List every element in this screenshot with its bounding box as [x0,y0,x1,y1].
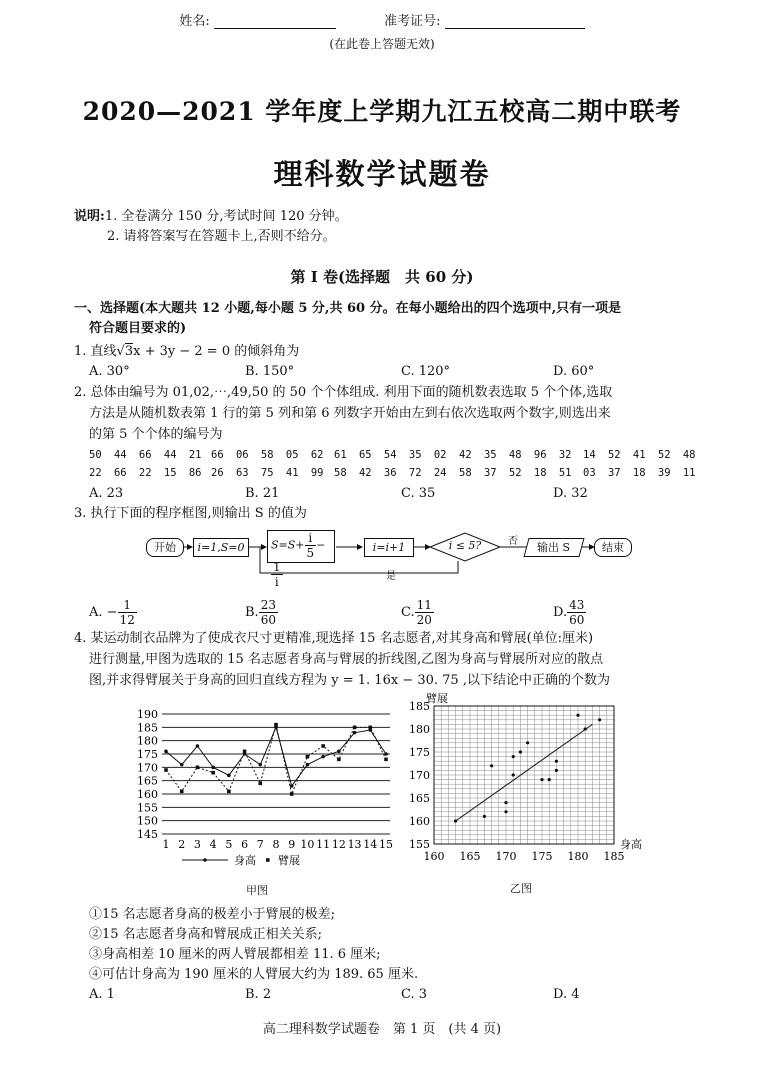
scatter-point [512,773,515,776]
x-tick-label: 13 [347,838,362,851]
armspan-point [306,755,310,759]
rnd-r2-g5: 03 37 18 39 11 [583,467,696,479]
paper-title: 理科数学试题卷 [273,157,491,191]
y-tick-label: 185 [409,700,430,713]
armspan-point [274,723,278,727]
legend-armspan-label: 臂展 [278,854,300,867]
scatter-point [512,755,515,758]
q3-a-den: 12 [119,613,135,627]
rnd-r1-g1: 50 44 66 44 21 [89,449,202,461]
flow-condition: i ≤ 5? [448,539,482,552]
flow-frac-1-num: i [305,531,317,546]
q3-d-label: D. [553,605,568,620]
scatter-point [526,741,529,744]
x-tick-label: 170 [495,850,517,863]
y-tick-label: 185 [137,721,158,735]
armspan-point [196,766,200,770]
chart-jia-title: 甲图 [246,884,268,897]
instructions-label: 说明: [74,209,105,224]
q3-b-frac [259,598,278,627]
q4-option-d[interactable]: D. 4 [553,987,580,1002]
y-tick-label: 170 [409,769,430,782]
rnd-r2-g2: 26 63 75 41 99 [211,467,324,479]
q2-option-d[interactable]: D. 32 [553,486,588,501]
id-blank [445,14,585,29]
q4-statement-3: ③身高相差 10 厘米的两人臂展都相差 11. 6 厘米; [89,947,381,962]
y-tick-label: 165 [137,774,158,788]
rnd-r2-g4: 58 37 52 18 51 [459,467,572,479]
q3-a-frac [118,598,137,627]
flow-frac-1-den: 5 [306,546,315,560]
armspan-point [384,758,388,762]
y-tick-label: 180 [137,734,158,748]
q3-d-den: 60 [569,613,585,627]
height-point [258,763,262,767]
q1-option-a[interactable]: A. 30° [89,364,130,379]
q1-sqrt-value: 3 [124,344,134,359]
x-tick-label: 7 [256,838,264,851]
rnd-r2-g3: 58 42 36 72 24 [334,467,447,479]
q3-option-a[interactable] [89,598,137,627]
height-point [180,763,184,767]
q3-d-num: 43 [569,598,585,612]
y-tick-label: 175 [137,748,158,761]
rnd-r1-g3: 61 65 54 35 02 [334,449,447,461]
flow-increment: i=i+1 [364,538,414,557]
flow-sum-pre: S=S+ [271,538,305,552]
page-footer: 高二理科数学试题卷 第 1 页 (共 4 页) [262,1022,502,1037]
y-tick-label: 175 [409,746,430,759]
q4-line-1: 4. 某运动制衣品牌为了使成衣尺寸更精准,现选择 15 名志愿者,对其身高和臂展(单位:厘米) [74,631,594,646]
x-tick-label: 1 [162,838,170,851]
name-label: 姓名: [179,14,210,29]
legend-armspan-marker [266,858,270,862]
height-point [321,755,325,759]
x-tick-label: 10 [300,838,315,851]
flow-frac-1 [305,531,317,560]
armspan-point [258,782,262,786]
q3-b-label: B. [245,605,259,620]
name-blank [214,14,336,29]
y-tick-label: 160 [137,788,158,801]
section-title: 第 I 卷(选择题 共 60 分) [290,268,474,286]
flow-frac-2-den: i [274,575,279,589]
q4-statement-1: ①15 名志愿者身高的极差小于臂展的极差; [89,907,336,922]
scatter-point [454,819,457,822]
armspan-point [180,790,184,794]
scatter-point [548,778,551,781]
flow-minus: − [316,538,326,552]
flow-sum [267,530,335,589]
x-tick-label: 2 [178,838,186,851]
armspan-point [243,750,247,754]
series-height-line [166,727,386,786]
x-tick-label: 11 [316,838,331,851]
height-point [337,750,341,754]
q3-a-label: A. [89,605,103,620]
q3-c-num: 11 [416,598,432,612]
q4-line-2: 进行测量,甲图为选取的 15 名志愿者身高与臂展的折线图,乙图为身高与臂展所对应的散点 [89,652,604,667]
q4-statement-2: ②15 名志愿者身高和臂展成正相关关系; [89,927,323,942]
y-tick-label: 150 [137,814,158,828]
q3-option-c[interactable] [401,598,434,627]
q4-option-a[interactable]: A. 1 [89,987,115,1002]
x-tick-label: 165 [459,850,481,863]
q1-option-c[interactable]: C. 120° [401,364,451,379]
y-tick-label: 155 [137,801,158,815]
y-tick-label: 170 [137,761,158,775]
q3-c-frac [415,598,434,627]
id-label: 准考证号: [384,14,441,29]
instruction-1: 1. 全卷满分 150 分,考试时间 120 分钟。 [104,209,348,224]
scatter-point [504,801,507,804]
y-tick-label: 165 [409,792,430,805]
flow-init: i=1,S=0 [193,538,249,557]
q1-pre: 1. 直线 [74,344,117,359]
sqrt-symbol: √ [116,344,125,359]
height-point [353,731,357,735]
scatter-point [504,810,507,813]
q4-statement-4: ④可估计身高为 190 厘米的人臂展大约为 189. 65 厘米. [89,967,419,982]
armspan-point [290,792,294,796]
scatter-point [576,714,579,717]
x-tick-label: 15 [379,838,393,851]
x-tick-label: 9 [288,838,296,851]
rnd-r1-g4: 42 35 48 96 32 [459,449,572,461]
q3-option-b[interactable] [245,598,278,627]
x-tick-label: 5 [225,838,233,851]
flow-yes-label: 是 [386,571,396,582]
q2-line-2: 方法是从随机数表第 1 行的第 5 列和第 6 列数字开始由左到右依次选取两个数字,则选出来 [89,406,611,421]
height-point [227,774,231,778]
q3-stem: 3. 执行下面的程序框图,则输出 S 的值为 [74,506,307,521]
armspan-point [368,726,372,730]
part-heading-1: 一、选择题(本大题共 12 小题,每小题 5 分,共 60 分。在每小题给出的四个选项中,只有一项是 [74,301,622,316]
q4-line-3: 图,并求得臂展关于身高的回归直线方程为 y = 1. 16x − 30. 75 ,以下结论中正确的个数为 [89,673,610,688]
q3-d-frac [567,598,586,627]
regression-line [456,724,593,821]
y-tick-label: 160 [409,815,430,828]
flow-end: 结束 [594,538,632,557]
y-tick-label: 145 [137,828,158,841]
flow-output [523,538,584,557]
q1-stem [74,341,299,363]
flow-frac-2-num: 1 [273,560,281,574]
x-tick-label: 4 [209,838,217,851]
scatter-point [555,769,558,772]
flow-start: 开始 [146,538,184,557]
q1-post: x + 3y − 2 = 0 的倾斜角为 [133,344,300,359]
q2-line-3: 的第 5 个个体的编号为 [89,427,223,442]
x-axis-label: 身高 [620,838,642,851]
q3-b-den: 60 [260,613,276,627]
flow-no-label: 否 [508,536,518,547]
rnd-r2-g1: 22 66 22 15 86 [89,467,202,479]
legend-height-label: 身高 [234,854,256,867]
armspan-point [227,790,231,794]
q3-option-d[interactable] [553,598,586,627]
armspan-point [353,726,357,730]
scatter-point [540,778,543,781]
instruction-2: 2. 请将答案写在答题卡上,否则不给分。 [107,229,336,244]
candidate-header [0,10,764,29]
x-tick-label: 14 [363,838,378,851]
part-heading-2: 符合题目要求的) [89,321,187,336]
q2-option-c[interactable]: C. 35 [401,486,436,501]
q4-option-b[interactable]: B. 2 [245,987,272,1002]
legend-height-marker [203,858,207,862]
x-tick-label: 6 [241,838,249,851]
rnd-r1-g2: 66 06 58 05 62 [211,449,324,461]
armspan-point [164,768,168,772]
height-point [196,744,200,748]
height-point [211,766,215,770]
flow-output-label: 输出 S [537,541,571,554]
armspan-point [211,771,215,775]
height-point [290,784,294,788]
line-chart-jia [120,700,400,870]
instructions [74,206,348,228]
chart-yi-title: 乙图 [510,882,532,895]
scatter-point [584,727,587,730]
q3-options [89,592,649,628]
x-tick-label: 8 [272,838,280,851]
y-tick-label: 180 [409,723,430,736]
flow-frac-2 [271,560,283,589]
q3-b-num: 23 [260,598,276,612]
q2-line-1: 2. 总体由编号为 01,02,⋯,49,50 的 50 个个体组成. 利用下面的随机数表选取 5 个个体,选取 [74,385,613,400]
y-axis-label: 臂展 [426,692,448,705]
q2-option-a[interactable]: A. 23 [89,486,124,501]
q1-option-d[interactable]: D. 60° [553,364,595,379]
q1-option-b[interactable]: B. 150° [245,364,295,379]
q3-c-label: C. [401,605,415,620]
q2-option-b[interactable]: B. 21 [245,486,280,501]
height-point [384,752,388,756]
x-tick-label: 160 [423,850,445,863]
rnd-r1-g5: 14 52 41 52 48 [583,449,696,461]
q3-a-num: 1 [118,598,137,613]
exam-title: 2020—2021 学年度上学期九江五校高二期中联考 [82,97,682,126]
q3-a-sign: − [106,605,118,620]
answer-notice: (在此卷上答题无效) [329,37,435,51]
scatter-point [598,718,601,721]
y-tick-label: 155 [409,838,430,851]
q3-c-den: 20 [416,613,432,627]
height-point [306,763,310,767]
scatter-chart-yi [400,690,670,868]
scatter-point [483,815,486,818]
x-tick-label: 185 [603,850,625,863]
scatter-point [519,750,522,753]
x-tick-label: 180 [567,850,589,863]
scatter-point [555,760,558,763]
q4-option-c[interactable]: C. 3 [401,987,428,1002]
armspan-point [337,758,341,762]
height-point [164,750,168,754]
armspan-point [321,744,325,748]
x-tick-label: 12 [331,838,346,851]
y-tick-label: 190 [137,708,158,721]
x-tick-label: 175 [531,850,553,863]
scatter-point [490,764,493,767]
x-tick-label: 3 [193,838,201,851]
